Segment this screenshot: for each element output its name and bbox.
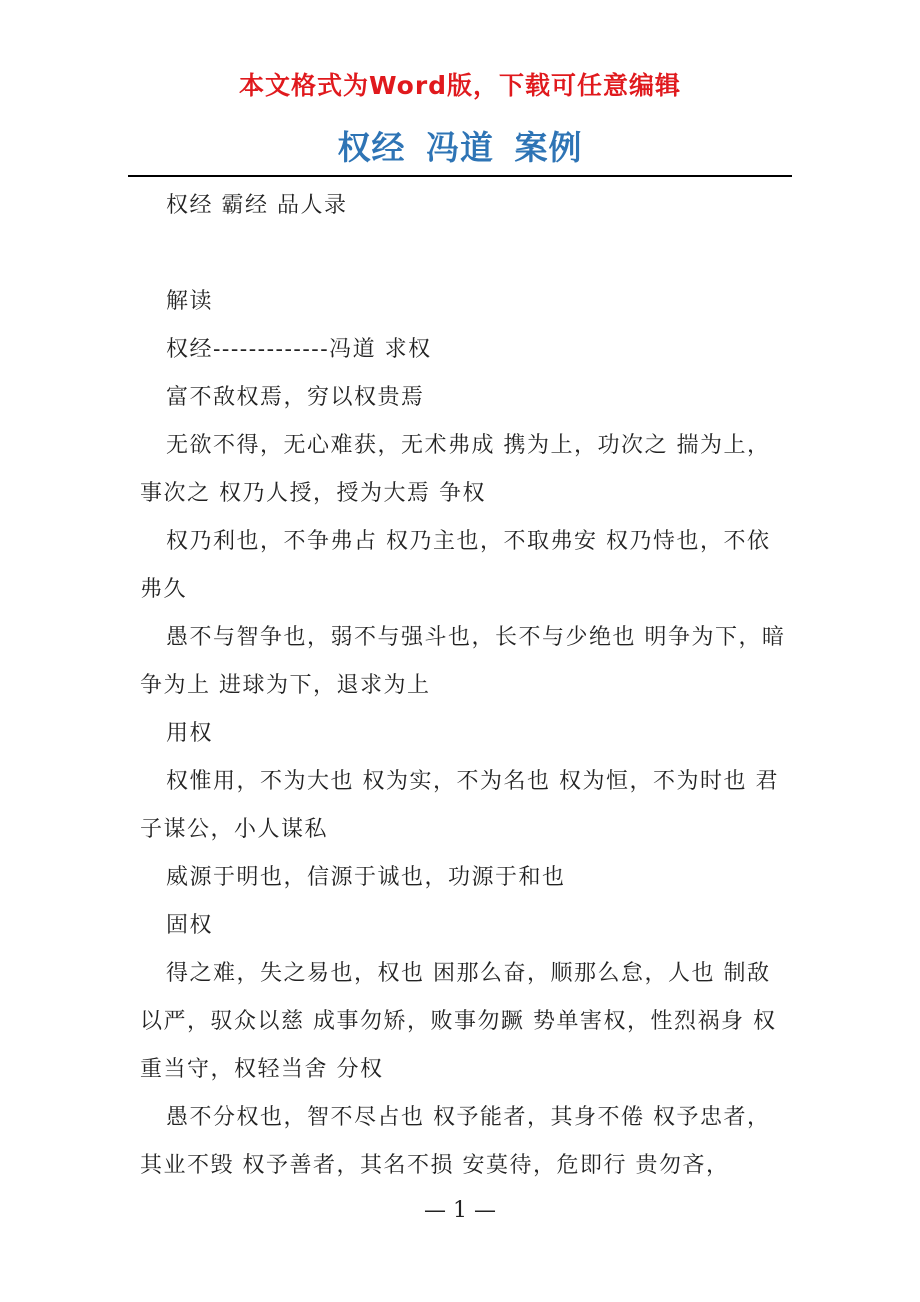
paragraph: 威源于明也，信源于诚也，功源于和也	[166, 865, 566, 890]
paragraph-heading-secure-power: 固权	[166, 913, 214, 938]
paragraph: 富不敌权焉，穷以权贵焉	[166, 385, 425, 410]
blank-line	[140, 230, 788, 278]
paragraph: 无欲不得，无心难获，无术弗成 携为上，功次之 揣为上，事次之 权乃人授，授为大焉 争权	[140, 433, 771, 506]
document-title: 权经 冯道 案例	[337, 128, 583, 167]
page-number: — 1 —	[424, 1198, 496, 1223]
header-divider	[128, 175, 792, 177]
paragraph-heading-use-power: 用权	[166, 721, 214, 746]
editable-notice: 本文格式为Word版，下载可任意编辑	[238, 71, 682, 100]
paragraph-section-seek-power: 权经-------------冯道 求权	[166, 337, 432, 362]
paragraph: 权惟用，不为大也 权为实，不为名也 权为恒，不为时也 君子谋公，小人谋私	[140, 769, 779, 842]
paragraph-subtitle: 权经 霸经 品人录	[166, 193, 348, 218]
paragraph: 愚不与智争也，弱不与强斗也，长不与少绝也 明争为下，暗争为上 进球为下，退求为上	[140, 625, 786, 698]
paragraph: 愚不分权也，智不尽占也 权予能者，其身不倦 权予忠者，其业不毁 权予善者，其名不损 安莫待，危即行 贵勿吝，	[140, 1105, 771, 1178]
document-body	[140, 182, 788, 1190]
paragraph: 得之难，失之易也，权也 困那么奋，顺那么怠，人也 制敌以严，驭众以慈 成事勿矫，败事勿蹶 势单害权，性烈祸身 权重当守，权轻当舍 分权	[140, 961, 777, 1082]
paragraph: 权乃利也，不争弗占 权乃主也，不取弗安 权乃恃也，不依弗久	[140, 529, 771, 602]
paragraph-heading-interpretation: 解读	[166, 289, 214, 314]
